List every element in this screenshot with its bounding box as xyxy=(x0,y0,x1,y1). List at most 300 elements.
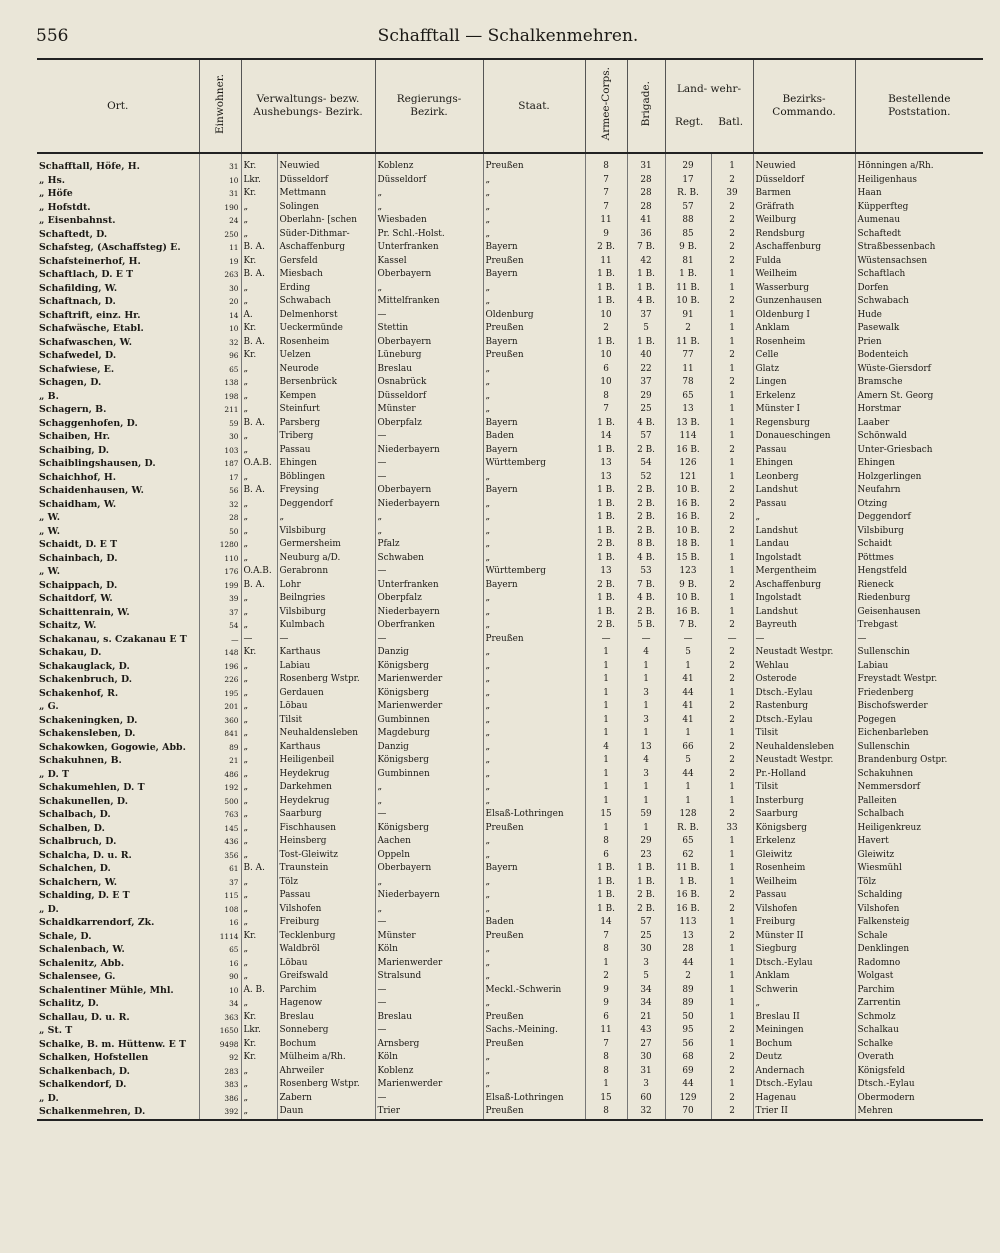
verwaltung-cell: Rosenberg Wstpr. xyxy=(277,673,375,687)
table-row xyxy=(37,322,983,336)
regt-cell: 11 B. xyxy=(665,282,711,296)
table-row xyxy=(37,741,983,755)
regt-cell: 89 xyxy=(665,984,711,998)
einwohner-cell: 1280 xyxy=(199,538,241,552)
ort-cell: Schakumehlen, D. T xyxy=(37,781,199,795)
verwaltung-cell: Passau xyxy=(277,889,375,903)
poststation-cell: — xyxy=(857,633,867,644)
brigade-cell: 4 xyxy=(627,754,665,768)
verwaltung-type-cell: Lkr. xyxy=(241,174,277,188)
table-row xyxy=(37,417,983,431)
ort-cell: Schalkendorf, D. xyxy=(37,1078,199,1092)
regt-cell: 41 xyxy=(665,714,711,728)
einwohner-cell: 148 xyxy=(199,646,241,660)
table-row xyxy=(37,174,983,188)
col-armee: Armee-Corps. xyxy=(585,59,627,153)
armee-cell: 15 xyxy=(585,1092,627,1106)
ort-cell: Schakuhnen, B. xyxy=(37,754,199,768)
armee-cell: 8 xyxy=(585,1051,627,1065)
armee-cell: 13 xyxy=(585,471,627,485)
bezirks-cell: Osterode xyxy=(753,673,855,687)
regierung-cell: „ xyxy=(375,282,483,296)
ort-cell: Schainbach, D. xyxy=(37,552,199,566)
verwaltung-cell: Passau xyxy=(277,444,375,458)
einwohner-cell: 386 xyxy=(199,1092,241,1106)
table-row xyxy=(37,295,983,309)
bezirks-cell: Barmen xyxy=(753,187,855,201)
einwohner-cell: 31 xyxy=(199,187,241,201)
regierung-cell: „ xyxy=(375,511,483,525)
einwohner-cell: 30 xyxy=(199,282,241,296)
regt-cell: 113 xyxy=(665,916,711,930)
brigade-cell: 5 B. xyxy=(627,619,665,633)
verwaltung-type-cell: B. A. xyxy=(241,417,277,431)
bezirks-cell: Dtsch.-Eylau xyxy=(753,1078,855,1092)
verwaltung-cell: Süder-Dithmar- xyxy=(277,228,375,242)
regierung-cell: — xyxy=(375,997,483,1011)
regierung-cell: Oberpfalz xyxy=(375,417,483,431)
brigade-cell: 1 xyxy=(627,700,665,714)
verwaltung-type-cell: Lkr. xyxy=(241,1024,277,1038)
poststation-cell: Schalding xyxy=(857,890,903,900)
armee-cell: 1 B. xyxy=(585,336,627,350)
armee-cell: 6 xyxy=(585,849,627,863)
regierung-cell: Osnabrück xyxy=(375,376,483,390)
brigade-cell: 3 xyxy=(627,714,665,728)
ort-cell: Schaitdorf, W. xyxy=(37,592,199,606)
regierung-cell: Magdeburg xyxy=(375,727,483,741)
ort-cell: Schakowken, Gogowie, Abb. xyxy=(37,741,199,755)
verwaltung-cell: Schwabach xyxy=(277,295,375,309)
batl-cell: 1 xyxy=(711,1038,753,1052)
staat-cell: „ xyxy=(483,390,585,404)
armee-cell: 7 xyxy=(585,930,627,944)
batl-cell: 2 xyxy=(711,646,753,660)
ort-cell: Schallau, D. u. R. xyxy=(37,1011,199,1025)
armee-cell: 10 xyxy=(585,309,627,323)
verwaltung-cell: Solingen xyxy=(277,201,375,215)
bezirks-cell: Mergentheim xyxy=(753,565,855,579)
armee-cell: 7 xyxy=(585,201,627,215)
regierung-cell: Marienwerder xyxy=(375,673,483,687)
regierung-cell: Danzig xyxy=(375,741,483,755)
batl-cell: 2 xyxy=(711,255,753,269)
verwaltung-type-cell: „ xyxy=(241,849,277,863)
table-row xyxy=(37,687,983,701)
armee-cell: 7 xyxy=(585,174,627,188)
staat-cell: „ xyxy=(483,228,585,242)
poststation-cell: Labiau xyxy=(857,660,889,671)
verwaltung-type-cell: „ xyxy=(241,903,277,917)
staat-cell: „ xyxy=(483,214,585,228)
regt-cell: 16 B. xyxy=(665,606,711,620)
ort-cell: Schafwiese, E. xyxy=(37,363,199,377)
ort-cell: Schakeningken, D. xyxy=(37,714,199,728)
einwohner-cell: 383 xyxy=(199,1078,241,1092)
staat-cell: Württemberg xyxy=(483,457,585,471)
table-row xyxy=(37,187,983,201)
table-row xyxy=(37,390,983,404)
regt-cell: 77 xyxy=(665,349,711,363)
poststation-cell: Rieneck xyxy=(857,579,894,590)
verwaltung-cell: Freysing xyxy=(277,484,375,498)
table-row xyxy=(37,768,983,782)
einwohner-cell: 250 xyxy=(199,228,241,242)
batl-cell: 2 xyxy=(711,700,753,714)
bezirks-cell: Passau xyxy=(753,498,855,512)
verwaltung-type-cell: Kr. xyxy=(241,255,277,269)
gazetteer-table xyxy=(37,58,983,1121)
verwaltung-type-cell: „ xyxy=(241,430,277,444)
regt-cell: 129 xyxy=(665,1092,711,1106)
regt-cell: 1 xyxy=(665,781,711,795)
table-row xyxy=(37,876,983,890)
verwaltung-type-cell: „ xyxy=(241,957,277,971)
verwaltung-cell: Deggendorf xyxy=(277,498,375,512)
verwaltung-type-cell: „ xyxy=(241,363,277,377)
bezirks-cell: Regensburg xyxy=(753,417,855,431)
einwohner-cell: 195 xyxy=(199,687,241,701)
poststation-cell: Straßbessenbach xyxy=(857,242,936,252)
bezirks-cell: Schwerin xyxy=(753,984,855,998)
regt-cell: 1 xyxy=(665,660,711,674)
verwaltung-cell: Greifswald xyxy=(277,970,375,984)
armee-cell: 1 B. xyxy=(585,525,627,539)
ort-cell: Schaftlach, D. E T xyxy=(37,268,199,282)
bezirks-cell: Erkelenz xyxy=(753,390,855,404)
ort-cell: „ St. T xyxy=(37,1024,199,1038)
batl-cell: 2 xyxy=(711,201,753,215)
armee-cell: 2 B. xyxy=(585,538,627,552)
regt-cell: 16 B. xyxy=(665,511,711,525)
armee-cell: 8 xyxy=(585,835,627,849)
verwaltung-cell: Aschaffenburg xyxy=(277,241,375,255)
armee-cell: 1 xyxy=(585,727,627,741)
regierung-cell: Oberpfalz xyxy=(375,592,483,606)
poststation-cell: Dtsch.-Eylau xyxy=(857,1079,915,1089)
regt-cell: 44 xyxy=(665,687,711,701)
poststation-cell: Mehren xyxy=(857,1106,893,1116)
bezirks-cell: Anklam xyxy=(753,970,855,984)
table-row xyxy=(37,862,983,876)
batl-cell: 2 xyxy=(711,214,753,228)
verwaltung-type-cell: „ xyxy=(241,498,277,512)
poststation-cell: Zarrentin xyxy=(857,998,901,1008)
regierung-cell: Oberfranken xyxy=(375,619,483,633)
regt-cell: 16 B. xyxy=(665,889,711,903)
regierung-cell: „ xyxy=(375,781,483,795)
verwaltung-type-cell: „ xyxy=(241,538,277,552)
staat-cell: „ xyxy=(483,174,585,188)
table-row xyxy=(37,282,983,296)
ort-cell: Schalitz, D. xyxy=(37,997,199,1011)
einwohner-cell: 39 xyxy=(199,592,241,606)
bezirks-cell: Tilsit xyxy=(753,727,855,741)
regierung-cell: Niederbayern xyxy=(375,498,483,512)
armee-cell: 2 B. xyxy=(585,579,627,593)
table-row xyxy=(37,1038,983,1052)
batl-cell: 1 xyxy=(711,322,753,336)
batl-cell: 1 xyxy=(711,457,753,471)
verwaltung-type-cell: „ xyxy=(241,997,277,1011)
batl-cell: 1 xyxy=(711,727,753,741)
regierung-cell: Oberbayern xyxy=(375,268,483,282)
einwohner-cell: 19 xyxy=(199,255,241,269)
regierung-cell: „ xyxy=(375,903,483,917)
table-row xyxy=(37,781,983,795)
table-row xyxy=(37,795,983,809)
bezirks-cell: Wasserburg xyxy=(753,282,855,296)
batl-cell: 2 xyxy=(711,484,753,498)
table-row xyxy=(37,1024,983,1038)
verwaltung-cell: Germersheim xyxy=(277,538,375,552)
poststation-cell: Schönwald xyxy=(857,431,907,441)
brigade-cell: 1 xyxy=(627,781,665,795)
verwaltung-cell: Gerabronn xyxy=(277,565,375,579)
verwaltung-cell: Kempen xyxy=(277,390,375,404)
einwohner-cell: 90 xyxy=(199,970,241,984)
batl-cell: 1 xyxy=(711,997,753,1011)
poststation-cell: Bischofswerder xyxy=(857,701,928,711)
table-row xyxy=(37,673,983,687)
ort-cell: Schaitz, W. xyxy=(37,619,199,633)
armee-cell: 1 xyxy=(585,795,627,809)
bezirks-cell: Passau xyxy=(753,889,855,903)
regt-cell: 56 xyxy=(665,1038,711,1052)
armee-cell: 1 B. xyxy=(585,606,627,620)
ort-cell: Schalentiner Mühle, Mhl. xyxy=(37,984,199,998)
header-row xyxy=(37,59,983,153)
einwohner-cell: 10 xyxy=(199,984,241,998)
verwaltung-type-cell: „ xyxy=(241,835,277,849)
regt-cell: 5 xyxy=(665,646,711,660)
staat-cell: Preußen xyxy=(483,349,585,363)
ort-cell: Schalchen, D. xyxy=(37,862,199,876)
brigade-cell: 1 B. xyxy=(627,336,665,350)
armee-cell: 1 B. xyxy=(585,444,627,458)
verwaltung-cell: Saarburg xyxy=(277,808,375,822)
verwaltung-type-cell: Kr. xyxy=(241,187,277,201)
table-row xyxy=(37,957,983,971)
verwaltung-cell: Karthaus xyxy=(277,741,375,755)
ort-cell: „ Hs. xyxy=(37,174,199,188)
regt-cell: 1 xyxy=(665,795,711,809)
bezirks-cell: Hagenau xyxy=(753,1092,855,1106)
armee-cell: 2 B. xyxy=(585,619,627,633)
verwaltung-cell: Mettmann xyxy=(277,187,375,201)
batl-cell: 2 xyxy=(711,1092,753,1106)
regt-cell: 9 B. xyxy=(665,579,711,593)
brigade-cell: — xyxy=(627,633,665,647)
verwaltung-cell: „ xyxy=(277,511,375,525)
brigade-cell: 2 B. xyxy=(627,498,665,512)
batl-cell: 2 xyxy=(711,903,753,917)
verwaltung-type-cell: O.A.B. xyxy=(241,565,277,579)
ort-cell: Schalenitz, Abb. xyxy=(37,957,199,971)
armee-cell: 1 xyxy=(585,700,627,714)
staat-cell: „ xyxy=(483,538,585,552)
ort-cell: „ W. xyxy=(37,511,199,525)
brigade-cell: 43 xyxy=(627,1024,665,1038)
regt-cell: 11 B. xyxy=(665,336,711,350)
poststation-cell: Schalkau xyxy=(857,1025,899,1035)
einwohner-cell: 34 xyxy=(199,997,241,1011)
batl-cell: 1 xyxy=(711,862,753,876)
batl-cell: 1 xyxy=(711,781,753,795)
verwaltung-type-cell: B. A. xyxy=(241,268,277,282)
regierung-cell: — xyxy=(375,1024,483,1038)
verwaltung-type-cell: „ xyxy=(241,471,277,485)
bezirks-cell: Landshut xyxy=(753,606,855,620)
batl-cell: 1 xyxy=(711,282,753,296)
regierung-cell: — xyxy=(375,808,483,822)
bezirks-cell: Königsberg xyxy=(753,822,855,836)
poststation-cell: Schaftlach xyxy=(857,269,906,279)
brigade-cell: 1 B. xyxy=(627,268,665,282)
einwohner-cell: 37 xyxy=(199,606,241,620)
ort-cell: Schafsteg, (Aschaffsteg) E. xyxy=(37,241,199,255)
verwaltung-cell: Darkehmen xyxy=(277,781,375,795)
armee-cell: 9 xyxy=(585,997,627,1011)
armee-cell: 8 xyxy=(585,1105,627,1120)
regierung-cell: Pr. Schl.-Holst. xyxy=(375,228,483,242)
regierung-cell: — xyxy=(375,457,483,471)
table-row xyxy=(37,336,983,350)
verwaltung-cell: Ehingen xyxy=(277,457,375,471)
regierung-cell: Düsseldorf xyxy=(375,174,483,188)
einwohner-cell: 138 xyxy=(199,376,241,390)
table-row xyxy=(37,1065,983,1079)
brigade-cell: 29 xyxy=(627,835,665,849)
poststation-cell: Denklingen xyxy=(857,944,910,954)
einwohner-cell: 65 xyxy=(199,943,241,957)
batl-cell: 1 xyxy=(711,309,753,323)
regt-cell: 123 xyxy=(665,565,711,579)
armee-cell: 2 xyxy=(585,322,627,336)
verwaltung-type-cell: „ xyxy=(241,943,277,957)
batl-cell: 2 xyxy=(711,808,753,822)
batl-cell: 2 xyxy=(711,444,753,458)
regt-cell: 44 xyxy=(665,957,711,971)
brigade-cell: 59 xyxy=(627,808,665,822)
regierung-cell: Niederbayern xyxy=(375,606,483,620)
bezirks-cell: Pr.-Holland xyxy=(753,768,855,782)
brigade-cell: 57 xyxy=(627,430,665,444)
bezirks-cell: Glatz xyxy=(753,363,855,377)
staat-cell: „ xyxy=(483,957,585,971)
ort-cell: Schafwäsche, Etabl. xyxy=(37,322,199,336)
regt-cell: 10 B. xyxy=(665,525,711,539)
verwaltung-type-cell: Kr. xyxy=(241,349,277,363)
poststation-cell: Schale xyxy=(857,930,888,941)
regt-cell: 2 xyxy=(665,970,711,984)
poststation-cell: Deggendorf xyxy=(857,512,911,522)
verwaltung-cell: Fischhausen xyxy=(277,822,375,836)
batl-cell: 2 xyxy=(711,228,753,242)
poststation-cell: Heiligenhaus xyxy=(857,174,917,185)
bezirks-cell: Trier II xyxy=(753,1105,855,1120)
einwohner-cell: 356 xyxy=(199,849,241,863)
table-row xyxy=(37,592,983,606)
verwaltung-type-cell: Kr. xyxy=(241,322,277,336)
staat-cell: „ xyxy=(483,849,585,863)
regierung-cell: Oberbayern xyxy=(375,484,483,498)
staat-cell: „ xyxy=(483,768,585,782)
staat-cell: Elsaß-Lothringen xyxy=(483,808,585,822)
einwohner-cell: 145 xyxy=(199,822,241,836)
ort-cell: Schaiblingshausen, D. xyxy=(37,457,199,471)
regierung-cell: — xyxy=(375,1092,483,1106)
col-batl: Batl. xyxy=(718,116,744,128)
bezirks-cell: Neuhaldensleben xyxy=(753,741,855,755)
staat-cell: „ xyxy=(483,592,585,606)
einwohner-cell: 96 xyxy=(199,349,241,363)
batl-cell: 1 xyxy=(711,970,753,984)
verwaltung-cell: Karthaus xyxy=(277,646,375,660)
verwaltung-cell: Vilsbiburg xyxy=(277,525,375,539)
col-ort: Ort. xyxy=(37,59,199,153)
bezirks-cell: Aschaffenburg xyxy=(753,579,855,593)
regierung-cell: Gumbinnen xyxy=(375,768,483,782)
einwohner-cell: 363 xyxy=(199,1011,241,1025)
armee-cell: 1 B. xyxy=(585,862,627,876)
bezirks-cell: Ehingen xyxy=(753,457,855,471)
brigade-cell: 3 xyxy=(627,768,665,782)
brigade-cell: 29 xyxy=(627,390,665,404)
verwaltung-type-cell: „ xyxy=(241,1078,277,1092)
regt-cell: 57 xyxy=(665,201,711,215)
brigade-cell: 42 xyxy=(627,255,665,269)
batl-cell: 1 xyxy=(711,876,753,890)
einwohner-cell: 54 xyxy=(199,619,241,633)
brigade-cell: 30 xyxy=(627,943,665,957)
regt-cell: 126 xyxy=(665,457,711,471)
regierung-cell: Gumbinnen xyxy=(375,714,483,728)
poststation-cell: Friedenberg xyxy=(857,687,914,698)
staat-cell: „ xyxy=(483,660,585,674)
brigade-cell: 2 B. xyxy=(627,606,665,620)
verwaltung-type-cell: „ xyxy=(241,511,277,525)
verwaltung-cell: Böblingen xyxy=(277,471,375,485)
verwaltung-cell: Heinsberg xyxy=(277,835,375,849)
staat-cell: Bayern xyxy=(483,241,585,255)
verwaltung-type-cell: „ xyxy=(241,619,277,633)
regt-cell: 29 xyxy=(665,153,711,174)
regierung-cell: Königsberg xyxy=(375,754,483,768)
brigade-cell: 34 xyxy=(627,984,665,998)
armee-cell: 7 xyxy=(585,403,627,417)
regierung-cell: — xyxy=(375,916,483,930)
verwaltung-type-cell: A. B. xyxy=(241,984,277,998)
einwohner-cell: 108 xyxy=(199,903,241,917)
verwaltung-type-cell: „ xyxy=(241,687,277,701)
verwaltung-cell: Löbau xyxy=(277,957,375,971)
brigade-cell: 1 B. xyxy=(627,862,665,876)
batl-cell: 1 xyxy=(711,565,753,579)
table-row xyxy=(37,525,983,539)
brigade-cell: 28 xyxy=(627,201,665,215)
armee-cell: 1 xyxy=(585,957,627,971)
ort-cell: Schafwaschen, W. xyxy=(37,336,199,350)
einwohner-cell: 190 xyxy=(199,201,241,215)
batl-cell: 2 xyxy=(711,241,753,255)
einwohner-cell: 1650 xyxy=(199,1024,241,1038)
regierung-cell: Münster xyxy=(375,930,483,944)
col-einwohner: Einwohner. xyxy=(199,59,241,153)
staat-cell: „ xyxy=(483,876,585,890)
einwohner-cell: — xyxy=(199,633,241,647)
table-row xyxy=(37,255,983,269)
